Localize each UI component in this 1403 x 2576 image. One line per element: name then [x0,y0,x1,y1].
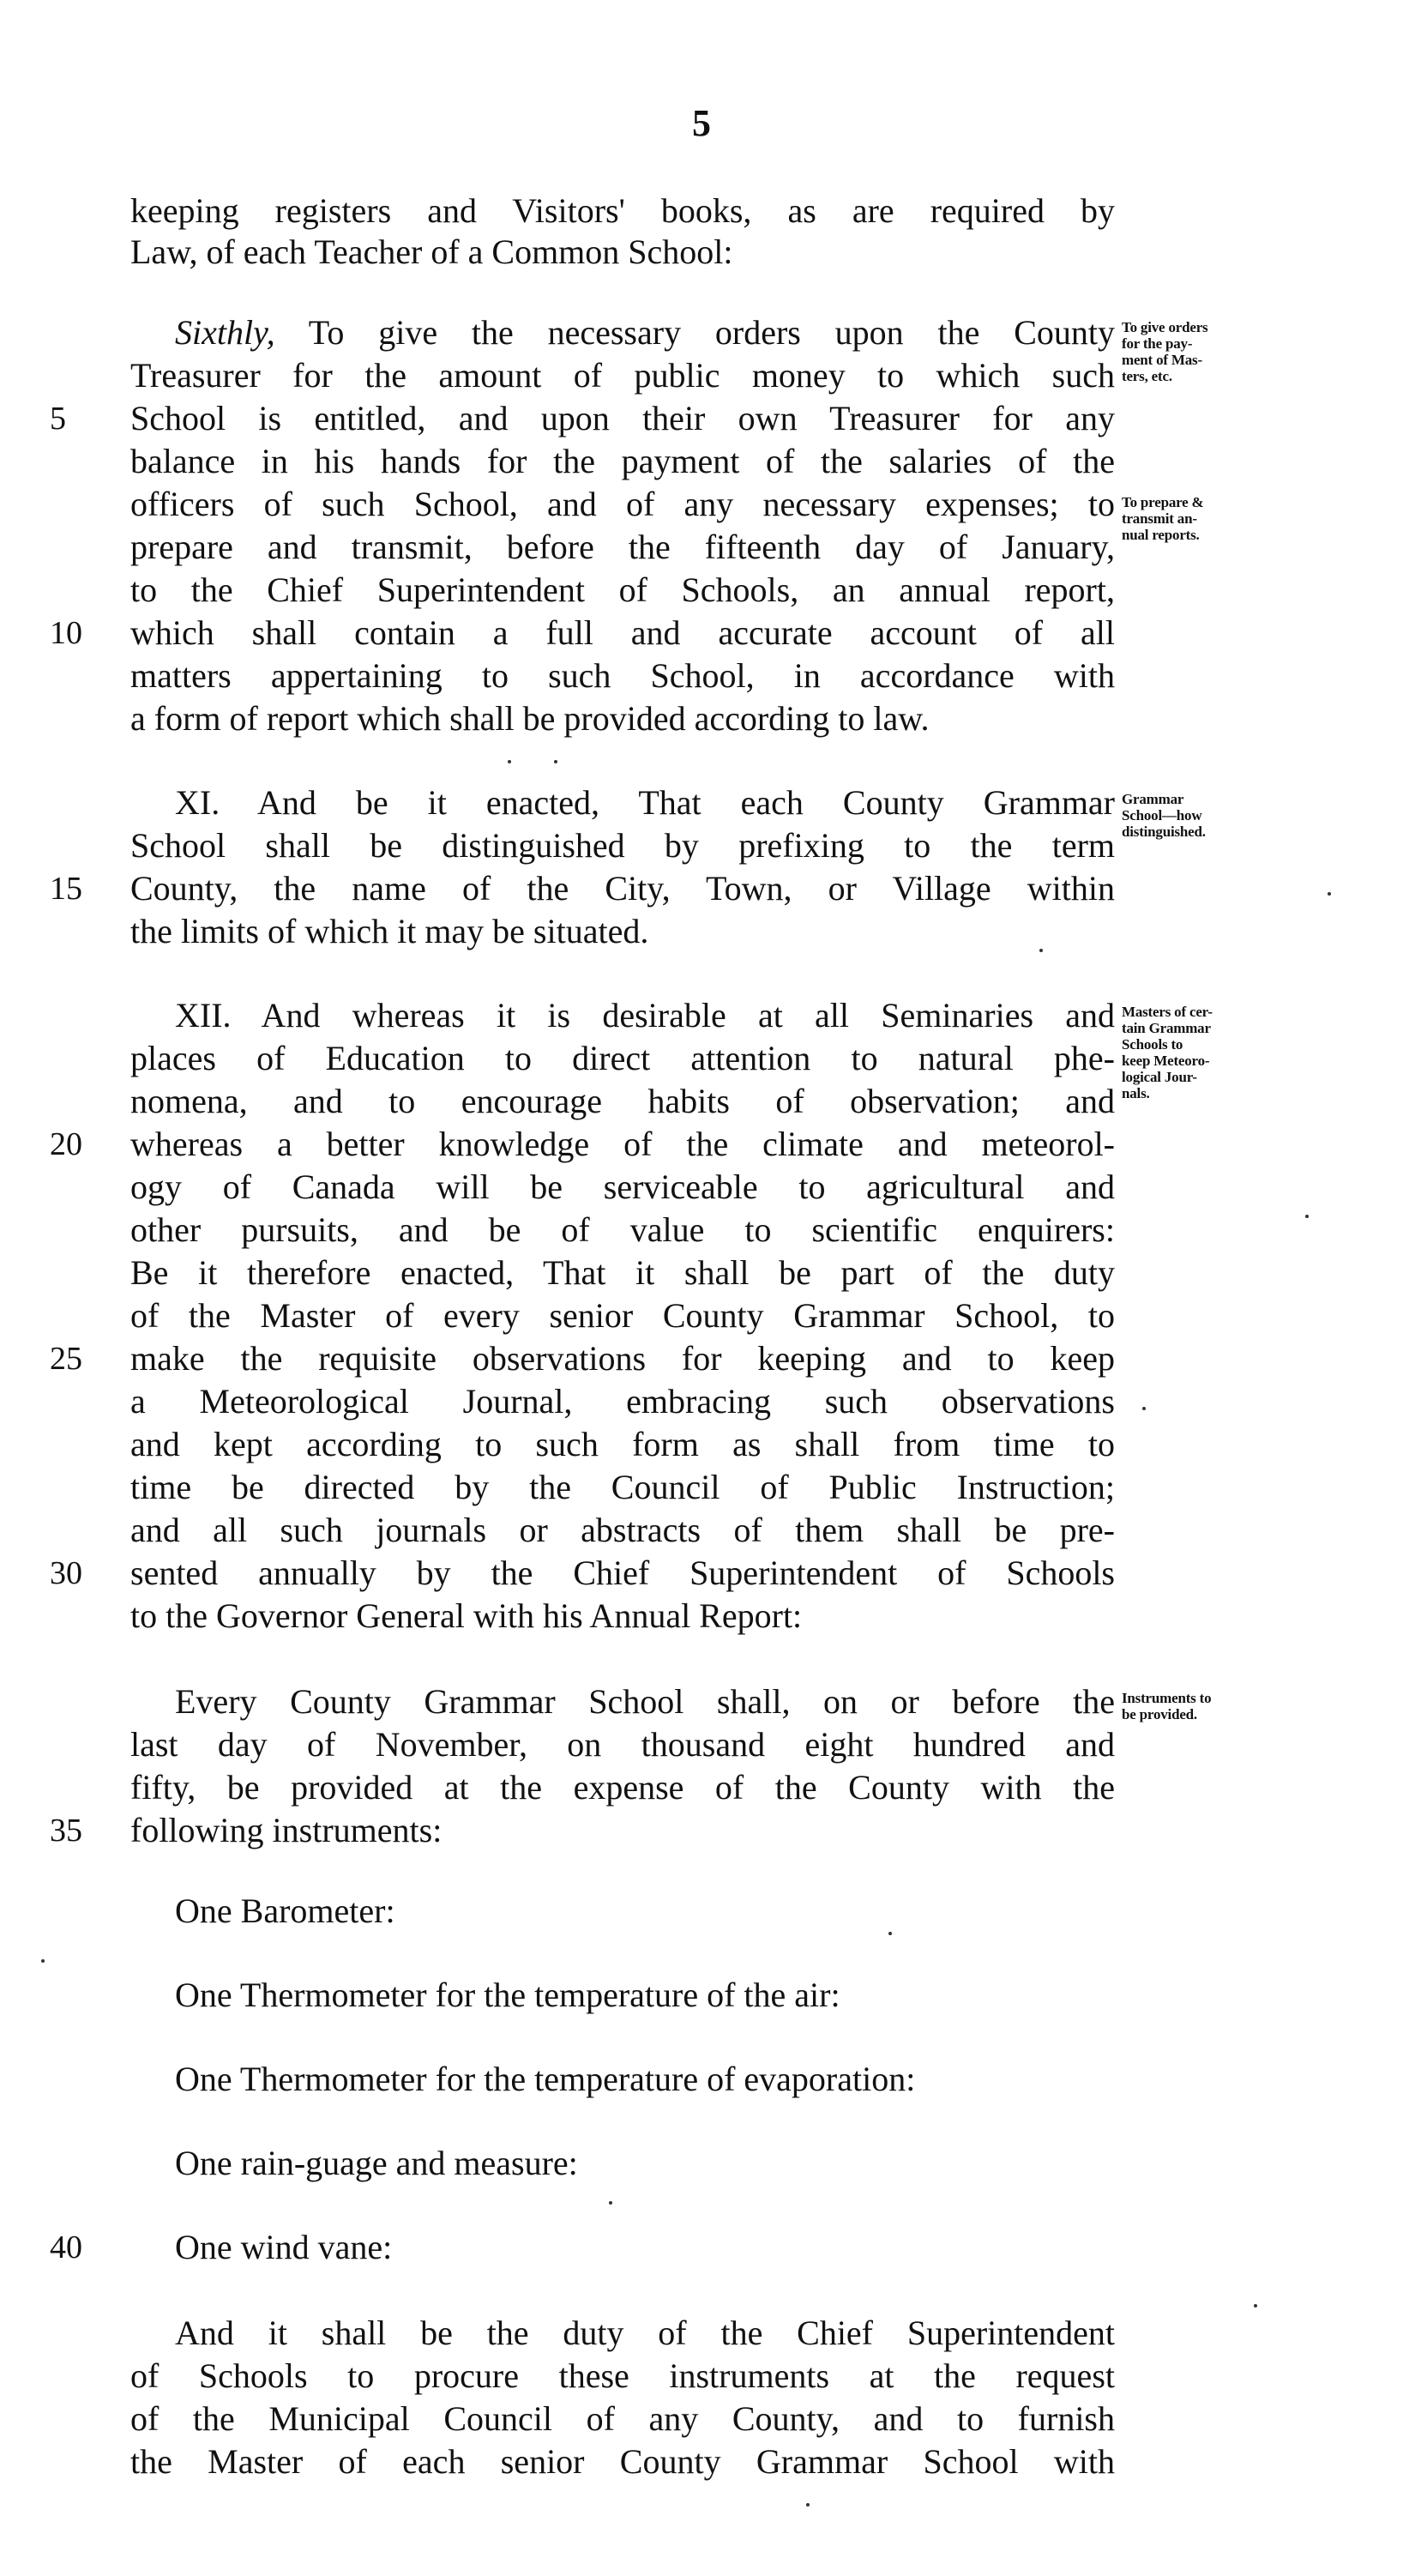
text-line: following instruments: [130,1811,443,1849]
text-line: last day of November, on thousand eight hundred and [130,1725,1115,1764]
text-line: matters appertaining to such School, in accordance with [130,656,1115,695]
text-line: ogy of Canada will be serviceable to agricultural and [130,1167,1115,1206]
text-line: a Meteorological Journal, embracing such observations [130,1382,1115,1421]
margin-note-line: Masters of cer- [1122,1004,1213,1020]
scan-speck [1142,1407,1146,1410]
text-line: whereas a better knowledge of the climate and meteorol- [130,1125,1115,1163]
text-line: Every County Grammar School shall, on or before the [175,1682,1115,1721]
scan-speck [609,2201,612,2205]
text-line: And it shall be the duty of the Chief Superintendent [175,2314,1115,2352]
text-line: time be directed by the Council of Public Instruction; [130,1468,1115,1506]
sixthly-lead: Sixthly, [175,313,275,352]
text-line: and kept according to such form as shall from time to [130,1425,1115,1463]
margin-note-line: logical Jour- [1122,1069,1197,1085]
text-line: XI. And be it enacted, That each County Grammar [175,783,1115,822]
scan-speck [806,2503,810,2507]
text-line: other pursuits, and be of value to scientific enquirers: [130,1210,1115,1249]
list-item: One wind vane: [175,2228,393,2266]
line-number: 25 [50,1341,82,1377]
line-number: 40 [50,2229,82,2265]
line-number: 20 [50,1126,82,1162]
text-line: officers of such School, and of any necessary expenses; to [130,485,1115,523]
margin-note [1122,791,1321,840]
text-line: a form of report which shall be provided according to law. [130,699,930,738]
line-number: 15 [50,871,82,907]
text-line: fifty, be provided at the expense of the County with the [130,1768,1115,1807]
scan-speck [888,1932,892,1935]
text-line: of the Municipal Council of any County, and to furnish [130,2399,1115,2438]
scan-speck [554,760,557,763]
margin-note-line: Schools to [1122,1036,1183,1053]
text-line: balance in his hands for the payment of the salaries of the [130,442,1115,480]
margin-note-line: School—how [1122,807,1202,823]
text-line: XII. And whereas it is desirable at all Seminaries and [175,996,1115,1035]
scan-speck [1305,1215,1309,1218]
page-number: 5 [692,102,711,144]
list-item: One Thermometer for the temperature of evaporation: [175,2060,916,2098]
text-line: prepare and transmit, before the fifteenth day of January, [130,528,1115,566]
margin-note-line: nual reports. [1122,527,1200,543]
text-line: the limits of which it may be situated. [130,912,649,950]
text-line: the Master of each senior County Grammar School with [130,2442,1115,2481]
text-line: to the Chief Superintendent of Schools, an annual report, [130,570,1115,609]
text-line: School shall be distinguished by prefixing to the term [130,826,1115,865]
margin-note-line: ters, etc. [1122,368,1172,384]
text-line-rest: To give the necessary orders upon the County [274,313,1115,352]
scan-speck [41,1959,45,1963]
margin-note-line: for the pay- [1122,335,1193,352]
margin-note-line: transmit an- [1122,510,1197,527]
text-line: Law, of each Teacher of a Common School: [130,232,733,271]
line-number: 10 [50,615,82,651]
text-line [175,312,1115,353]
margin-note [1122,319,1321,384]
text-line: and all such journals or abstracts of them shall be pre- [130,1511,1115,1549]
margin-note-line: nals. [1122,1085,1150,1101]
margin-note-line: tain Grammar [1122,1020,1211,1036]
margin-note-line: distinguished. [1122,823,1206,840]
line-number: 35 [50,1813,82,1849]
text-line: make the requisite observations for keeping and to keep [130,1339,1115,1378]
margin-note-line: Instruments to [1122,1690,1212,1706]
margin-note [1122,1690,1321,1722]
text-line: keeping registers and Visitors' books, as are required by [130,191,1115,230]
text-line: places of Education to direct attention to natural phe- [130,1039,1115,1077]
text-line: Treasurer for the amount of public money to which such [130,356,1115,395]
text-line: sented annually by the Chief Superintendent of Schools [130,1553,1115,1592]
margin-note-line: To give orders [1122,319,1208,335]
margin-note [1122,494,1321,543]
text-line: of Schools to procure these instruments at the request [130,2356,1115,2395]
margin-note-line: To prepare & [1122,494,1204,510]
scan-speck [508,760,511,763]
line-number: 5 [50,401,66,437]
list-item: One rain-guage and measure: [175,2144,578,2182]
text-line: of the Master of every senior County Grammar School, to [130,1296,1115,1335]
text-line: which shall contain a full and accurate account of all [130,613,1115,652]
margin-note-line: ment of Mas- [1122,352,1202,368]
margin-note [1122,1004,1321,1101]
text-line: nomena, and to encourage habits of observation; and [130,1082,1115,1120]
text-line: to the Governor General with his Annual Report: [130,1596,803,1635]
text-line: School is entitled, and upon their own Treasurer for any [130,399,1115,437]
scan-speck [1328,892,1331,896]
margin-note-line: Grammar [1122,791,1184,807]
margin-note-line: be provided. [1122,1706,1197,1722]
text-line: County, the name of the City, Town, or Village within [130,869,1115,908]
list-item: One Barometer: [175,1891,395,1930]
scan-speck [1254,2304,1257,2308]
scan-speck [1039,949,1043,952]
list-item: One Thermometer for the temperature of the air: [175,1976,840,2014]
text-line: Be it therefore enacted, That it shall be part of the duty [130,1253,1115,1292]
line-number: 30 [50,1555,82,1591]
margin-note-line: keep Meteoro- [1122,1053,1210,1069]
